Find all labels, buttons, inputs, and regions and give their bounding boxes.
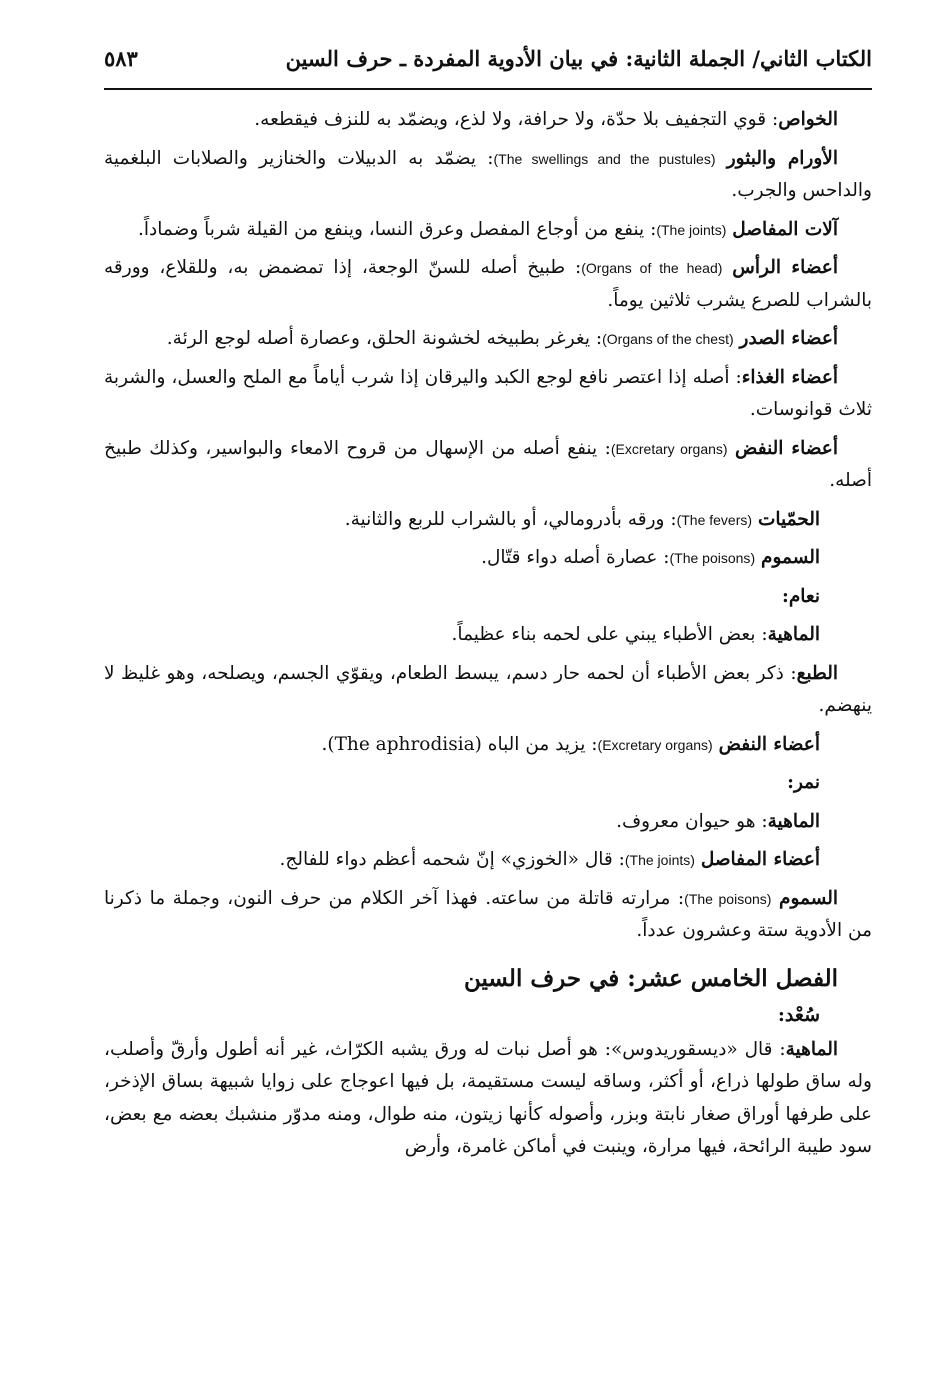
entry-term: السموم	[779, 887, 838, 909]
entry-text: ينفع أصله من الإسهال من قروح الامعاء والبواسير، وكذلك طبيخ أصله.	[104, 437, 872, 491]
entry-term: أعضاء النفض	[718, 733, 820, 755]
entry-separator: :	[597, 437, 611, 459]
entry-separator: :	[589, 328, 603, 349]
entry-english-gloss: (The fevers)	[676, 511, 753, 528]
page-number: ٥٨٣	[104, 46, 138, 71]
entry-text: أصله إذا اعتصر نافع لوجع الكبد واليرقان إذا شرب أياماً مع الملح والعسل، والشربة ثلاث قوانوسات.	[104, 366, 872, 420]
entry-text: قوي التجفيف بلا حدّة، ولا حرافة، ولا لذع، ويضمّد به للنزف فيقطعه.	[254, 109, 767, 130]
entry-separator: :	[664, 508, 677, 530]
entry-text: ينفع من أوجاع المفصل وعرق النسا، وينفع من القيلة شرباً وضماداً.	[138, 218, 645, 240]
entry-joints-2	[104, 844, 820, 877]
entry-head-organs	[104, 252, 872, 317]
entry-separator: :	[657, 547, 670, 568]
entry-separator: :	[781, 585, 789, 607]
entry-term: آلات المفاصل	[732, 218, 838, 240]
entry-separator: :	[476, 147, 494, 169]
entry-joints	[104, 214, 872, 247]
entry-separator: :	[729, 366, 742, 388]
entry-text: يغرغر بطبيخه لخشونة الحلق، وعصارة أصله لوجع الرئة.	[166, 328, 590, 349]
entry-swellings	[104, 143, 872, 208]
entry-term: الماهية	[785, 1038, 838, 1060]
entry-separator: :	[787, 772, 794, 793]
entry-english-gloss: (The joints)	[656, 221, 727, 238]
drug-heading-ostrich	[104, 581, 820, 614]
entry-text: يضمّد به الدبيلات والخنازير والصلابات البلغمية والداحس والجرب.	[104, 147, 872, 201]
entry-term: أعضاء الصدر	[739, 328, 838, 349]
entry-separator: :	[585, 733, 598, 755]
entry-nutrition-organs	[104, 362, 872, 427]
running-title: الكتاب الثاني/ الجملة الثانية: في بيان الأدوية المفردة ـ حرف السين	[285, 46, 872, 71]
entry-term: الماهية	[767, 624, 820, 645]
entry-separator: :	[670, 887, 685, 909]
entry-term: أعضاء النفض	[735, 437, 838, 459]
entry-term: الخواص	[778, 109, 838, 130]
entry-term: الحمّيات	[757, 508, 820, 530]
entry-english-gloss: (The joints)	[624, 852, 695, 868]
entry-properties	[104, 104, 872, 137]
entry-poisons-2	[104, 883, 872, 948]
entry-term: الماهية	[767, 810, 820, 832]
entry-separator: :	[772, 1038, 786, 1060]
entry-separator: :	[755, 624, 768, 645]
entry-english-gloss: (The poisons)	[684, 890, 772, 907]
entry-text: قال «ديسقوريدوس»: هو أصل نبات له ورق يشبه الكرّاث، غير أنه أطول وأرقّ وأصلب، وله ساق طولها ذراع، أو أكثر، وساقه ليست مستقيمة، بل فيها اعوجاج على زوايا شبيهة بساق الإذخر، على طرفها أوراق صغار نابتة وبزر، وأصوله كأنها زيتون، منه طوال، ومنه مدوّر منشبك بعضه مع بعض، سود طيبة الرائحة، فيها مرارة، وينبت في أماكن غامرة، وأرض	[104, 1038, 872, 1157]
entry-nature-2	[104, 806, 820, 839]
drug-heading-leopard	[104, 767, 820, 800]
entry-separator: :	[565, 257, 582, 278]
entry-text: مرارته قاتلة من ساعته. فهذا آخر الكلام من حرف النون، وجملة ما ذكرنا من الأدوية ستة وعشرون عدداً.	[104, 887, 872, 941]
entry-separator: :	[644, 218, 657, 240]
entry-text: بعض الأطباء يبني على لحمه بناء عظيماً.	[451, 624, 756, 645]
entry-separator: :	[766, 109, 779, 130]
entry-term: أعضاء المفاصل	[700, 849, 820, 870]
entry-english-gloss: (Excretary organs)	[610, 440, 728, 457]
chapter-title: الفصل الخامس عشر: في حرف السين	[463, 964, 838, 992]
entry-term: السموم	[761, 547, 820, 568]
entry-separator: :	[783, 662, 797, 684]
entry-term: نعام	[788, 585, 820, 607]
page-body	[104, 104, 872, 1170]
entry-nature-3	[104, 1034, 872, 1164]
entry-english-gloss: (Excretary organs)	[597, 736, 713, 753]
entry-excretory-organs-2	[104, 729, 820, 762]
entry-term: نمر	[793, 772, 820, 793]
entry-english-gloss: (The swellings and the pustules)	[493, 150, 716, 167]
entry-term: الطبع	[796, 662, 839, 684]
entry-separator: :	[612, 849, 625, 870]
entry-nature	[104, 619, 820, 652]
entry-term: أعضاء الغذاء	[741, 366, 838, 388]
entry-fevers	[104, 504, 820, 537]
entry-text: يزيد من الباه (The aphrodisia).	[321, 733, 586, 755]
entry-chest-organs	[104, 323, 872, 356]
entry-separator: :	[755, 810, 768, 832]
entry-text: عصارة أصله دواء قتّال.	[481, 547, 658, 568]
entry-text: طبيخ أصله للسنّ الوجعة، إذا تمضمض به، وللقلاع، وورقه بالشراب للصرع يشرب ثلاثين يوماً.	[104, 257, 872, 311]
entry-excretory-organs	[104, 433, 872, 498]
entry-temperament	[104, 658, 872, 723]
chapter-heading	[104, 962, 838, 996]
entry-text: ورقه بأدرومالي، أو بالشراب للربع والثانية.	[344, 508, 665, 530]
entry-english-gloss: (The poisons)	[669, 550, 756, 566]
drug-heading-su-d: سُعْد:	[777, 1003, 820, 1026]
entry-poisons	[104, 542, 820, 575]
entry-english-gloss: (Organs of the chest)	[602, 331, 734, 347]
entry-term: أعضاء الرأس	[732, 257, 838, 278]
entry-text: هو حيوان معروف.	[616, 810, 756, 832]
running-header	[104, 44, 872, 90]
entry-text: قال «الخوزي» إنّ شحمه أعظم دواء للفالج.	[279, 849, 613, 870]
entry-text: ذكر بعض الأطباء أن لحمه حار دسم، يبسط الطعام، ويقوّي الجسم، ويصلحه، وهو غليظ لا ينهضم.	[104, 662, 872, 716]
entry-english-gloss: (Organs of the head)	[581, 260, 723, 276]
entry-term: الأورام والبثور	[726, 147, 838, 169]
